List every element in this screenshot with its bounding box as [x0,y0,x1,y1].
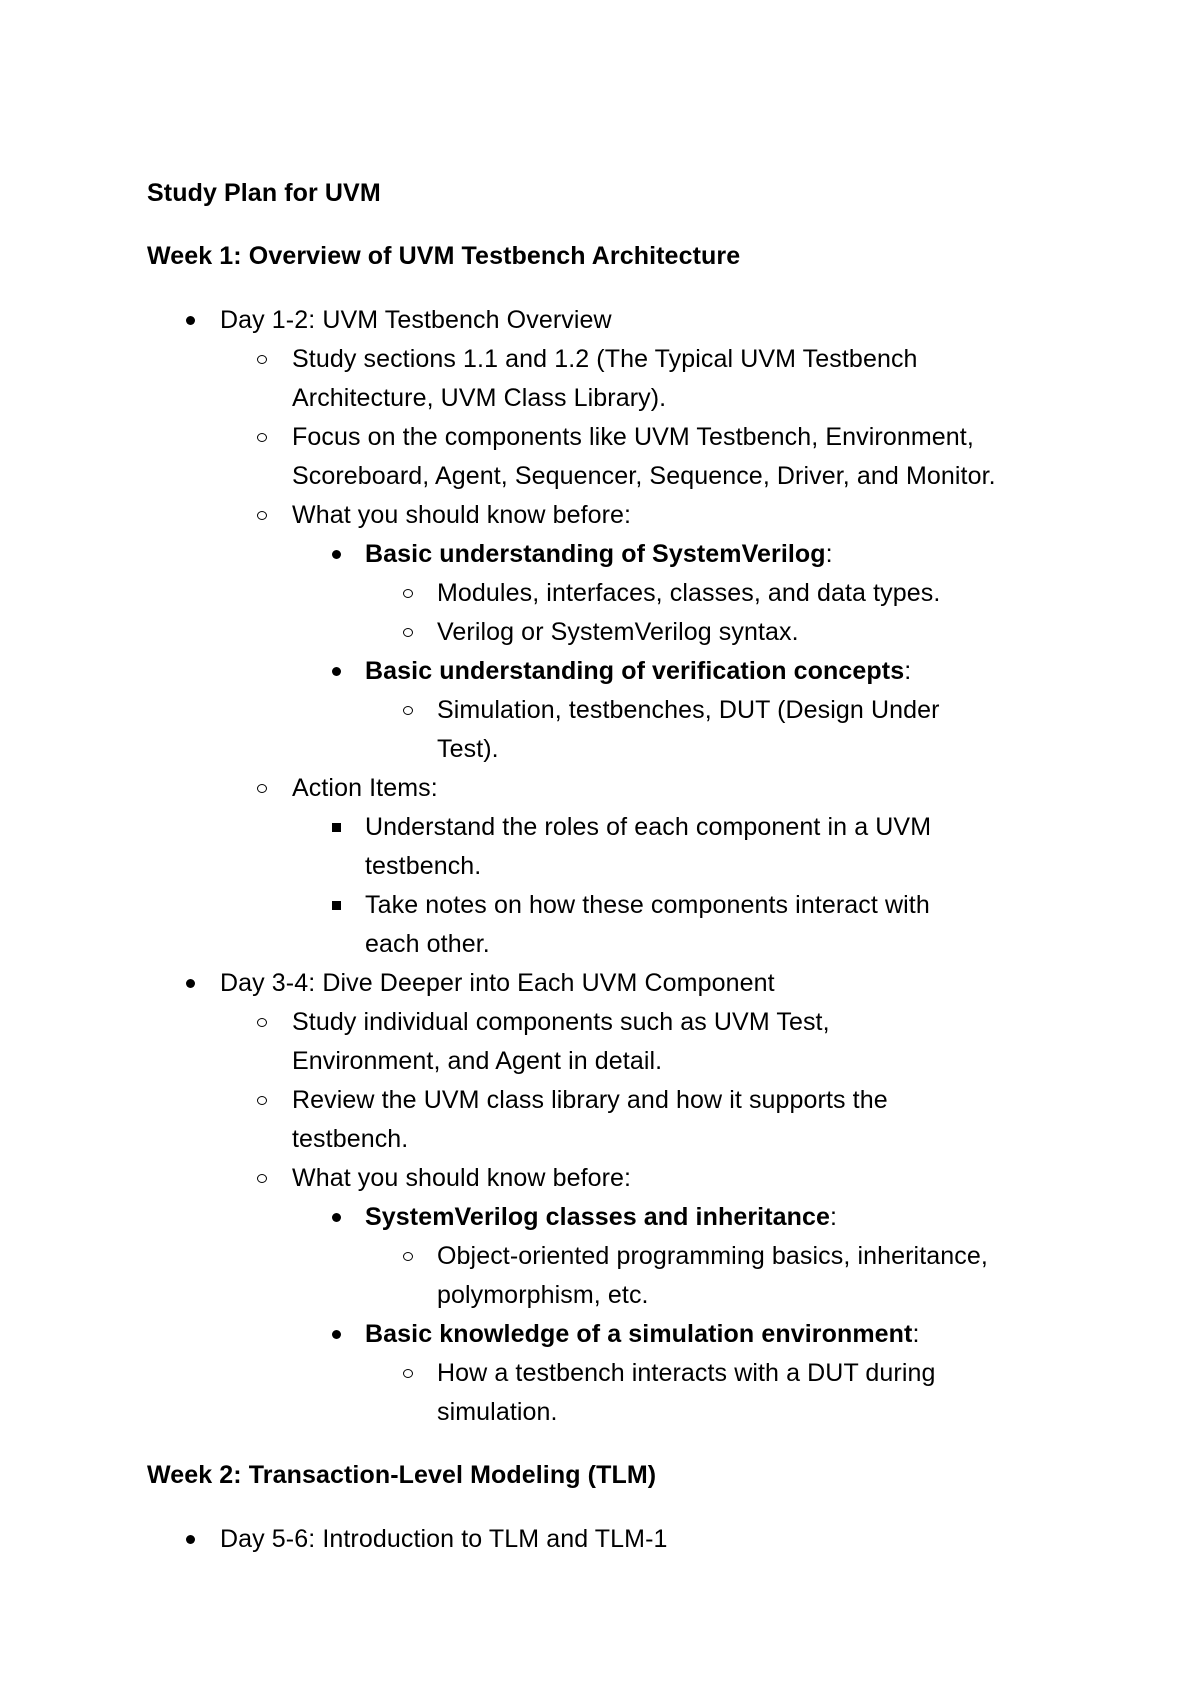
sv-requirement-colon: : [825,540,833,568]
cls-requirement-colon: : [830,1203,838,1231]
day12-focus-line2: Scoreboard, Agent, Sequencer, Sequence, Driver, and Monitor. [292,462,996,490]
bullet-square-icon [332,901,341,910]
action1-line2: testbench. [365,852,482,880]
bullet-dot-icon [332,1330,341,1339]
cls-item-line1: Object-oriented programming basics, inheritance, [437,1242,988,1270]
day34-know-before: What you should know before: [292,1164,632,1192]
day34-review-line2: testbench. [292,1125,409,1153]
bullet-circle-icon [403,706,413,715]
bullet-dot-icon [332,1213,341,1222]
day12-know-before: What you should know before: [292,501,632,529]
sim-requirement-bold: Basic knowledge of a simulation environment [365,1320,913,1348]
day34-cls-requirement [365,1202,837,1232]
bullet-circle-icon [403,1252,413,1261]
bullet-circle-icon [257,1018,267,1027]
sv-item-2: Verilog or SystemVerilog syntax. [437,618,799,646]
day12-focus-line1: Focus on the components like UVM Testbench, Environment, [292,423,974,451]
bullet-square-icon [332,823,341,832]
action2-line1: Take notes on how these components interact with [365,891,930,919]
bullet-circle-icon [257,784,267,793]
bullet-circle-icon [403,628,413,637]
bullet-circle-icon [403,589,413,598]
ver-item-line2: Test). [437,735,499,763]
bullet-circle-icon [257,433,267,442]
day12-study-line1: Study sections 1.1 and 1.2 (The Typical UVM Testbench [292,345,918,373]
sim-requirement-colon: : [912,1320,920,1348]
day12-sv-requirement [365,539,833,569]
bullet-circle-icon [257,355,267,364]
day34-label: Day 3-4: Dive Deeper into Each UVM Component [220,969,775,997]
bullet-dot-icon [186,1535,195,1544]
document-title: Study Plan for UVM [147,179,381,207]
action2-line2: each other. [365,930,490,958]
day12-study-line2: Architecture, UVM Class Library). [292,384,667,412]
day12-action-items: Action Items: [292,774,438,802]
day34-study-line2: Environment, and Agent in detail. [292,1047,663,1075]
day56-label: Day 5-6: Introduction to TLM and TLM-1 [220,1525,668,1553]
bullet-circle-icon [257,511,267,520]
ver-requirement-colon: : [904,657,912,685]
bullet-circle-icon [403,1369,413,1378]
day34-sim-requirement [365,1319,920,1349]
week1-heading: Week 1: Overview of UVM Testbench Architecture [147,242,741,270]
day34-study-line1: Study individual components such as UVM Test, [292,1008,830,1036]
cls-item-line2: polymorphism, etc. [437,1281,649,1309]
bullet-circle-icon [257,1174,267,1183]
bullet-circle-icon [257,1096,267,1105]
bullet-dot-icon [332,667,341,676]
ver-item-line1: Simulation, testbenches, DUT (Design Under [437,696,940,724]
day12-ver-requirement [365,656,911,686]
sv-requirement-bold: Basic understanding of SystemVerilog [365,540,826,568]
bullet-dot-icon [186,979,195,988]
ver-requirement-bold: Basic understanding of verification concepts [365,657,905,685]
bullet-dot-icon [332,550,341,559]
day12-label: Day 1-2: UVM Testbench Overview [220,306,612,334]
week2-heading: Week 2: Transaction-Level Modeling (TLM) [147,1461,657,1489]
cls-requirement-bold: SystemVerilog classes and inheritance [365,1203,831,1231]
sim-item-line2: simulation. [437,1398,558,1426]
bullet-dot-icon [186,316,195,325]
day34-review-line1: Review the UVM class library and how it supports the [292,1086,888,1114]
sv-item-1: Modules, interfaces, classes, and data types. [437,579,941,607]
action1-line1: Understand the roles of each component in a UVM [365,813,932,841]
sim-item-line1: How a testbench interacts with a DUT during [437,1359,936,1387]
